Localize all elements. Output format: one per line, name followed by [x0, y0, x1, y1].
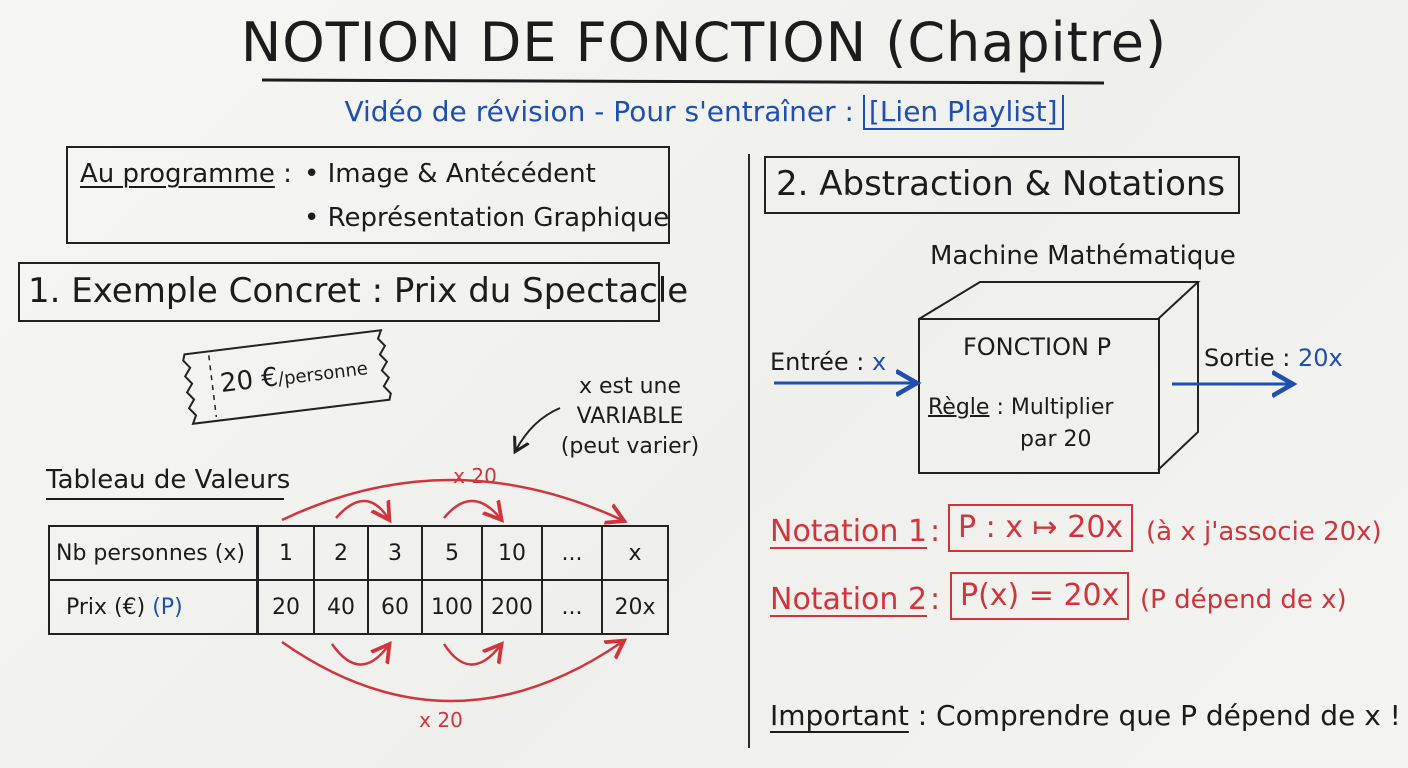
notation1-colon: : [930, 514, 941, 549]
machine-label: Machine Mathématique [930, 241, 1236, 271]
program-item: • Représentation Graphique [304, 203, 670, 233]
table-cell: ... [542, 526, 602, 580]
top-arcs [282, 480, 622, 520]
table-cell: 60 [368, 580, 422, 634]
playlist-link[interactable]: [Lien Playlist] [863, 95, 1064, 130]
table-cell: 40 [314, 580, 368, 634]
table-cell: x [602, 526, 668, 580]
notation2-formula: P(x) = 20x [950, 572, 1129, 620]
multiplier-bottom: x 20 [419, 708, 463, 732]
table-title: Tableau de Valeurs [46, 465, 291, 495]
subtitle-text: Vidéo de révision - Pour s'entraîner : [344, 95, 863, 128]
table-cell: 3 [368, 526, 422, 580]
variable-arrow [516, 408, 560, 450]
table-cell: 20x [602, 580, 668, 634]
notation1-note: (à x j'associe 20x) [1146, 517, 1382, 547]
machine-name: FONCTION P [962, 333, 1112, 361]
section1-heading: 1. Exemple Concret : Prix du Spectacle [28, 271, 689, 311]
notation2-note: (P dépend de x) [1140, 585, 1347, 615]
ticket-price: 20 €/personne [218, 358, 369, 400]
notation1-label: Notation 1 [770, 514, 928, 549]
program-item: • Image & Antécédent [304, 159, 596, 189]
table-cell: ... [542, 580, 602, 634]
notation2-label: Notation 2 [770, 582, 928, 617]
row2-header: Prix (€) (P) [49, 580, 258, 634]
table-cell: 10 [482, 526, 542, 580]
section2-heading: 2. Abstraction & Notations [776, 164, 1226, 204]
output-label: Sortie : 20x [1204, 344, 1343, 372]
program-label: Au programme : [80, 159, 292, 189]
row1-header: Nb personnes (x) [49, 526, 258, 580]
notation1-formula: P : x ↦ 20x [948, 504, 1133, 552]
important-note: Important : Comprendre que P dépend de x ! [770, 699, 1401, 732]
playlist-link-label: Lien Playlist [879, 95, 1047, 128]
table-cell: 5 [422, 526, 482, 580]
variable-note: x est une VARIABLE (peut varier) [560, 374, 700, 459]
input-label: Entrée : x [770, 348, 887, 376]
page-title: NOTION DE FONCTION (Chapitre) [240, 11, 1168, 74]
table-cell: 100 [422, 580, 482, 634]
bottom-arcs [282, 642, 622, 701]
machine-rule: Règle : Multiplier par 20 [928, 395, 1114, 452]
notation2-colon: : [930, 582, 941, 617]
machine-3d-edges [919, 282, 1198, 470]
table-cell: 2 [314, 526, 368, 580]
table-cell: 1 [258, 526, 315, 580]
multiplier-top: x 20 [453, 464, 497, 488]
table-cell: 20 [258, 580, 315, 634]
table-cell: 200 [482, 580, 542, 634]
